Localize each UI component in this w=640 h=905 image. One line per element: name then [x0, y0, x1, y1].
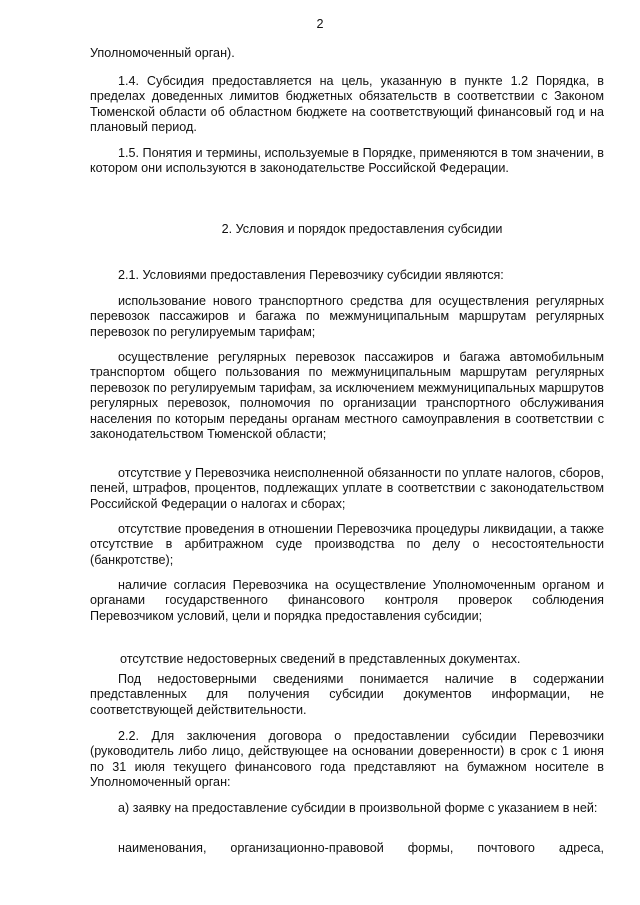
continuation-line: Уполномоченный орган).: [90, 46, 235, 60]
paragraph-1-5: 1.5. Понятия и термины, используемые в Порядке, применяются в том значении, в котором они используются в законодательстве Российской Федерации.: [90, 146, 604, 176]
condition-consent-to-audit: наличие согласия Перевозчика на осуществление Уполномоченным органом и органами государственного финансового контроля проверок соблюдения Перевозчиком условий, цели и порядка предоставления субсидии;: [90, 578, 604, 623]
condition-no-liquidation: отсутствие проведения в отношении Перевозчика процедуры ликвидации, а также отсутствие в арбитражном суде производства по делу о несостоятельности (банкротстве);: [90, 522, 604, 567]
section-2-heading: 2. Условия и порядок предоставления субсидии: [221, 222, 503, 236]
condition-no-tax-debt: отсутствие у Перевозчика неисполненной обязанности по уплате налогов, сборов, пеней, штрафов, процентов, подлежащих уплате в соответствии с законодательством Российской Федерации о налогах и сборах;: [90, 466, 604, 511]
condition-no-false-info: отсутствие недостоверных сведений в представленных документах.: [120, 652, 521, 666]
false-info-definition: Под недостоверными сведениями понимается наличие в содержании представленных для получения субсидии документов информации, не соответствующей действительности.: [90, 672, 604, 717]
condition-new-vehicle: использование нового транспортного средства для осуществления регулярных перевозок пассажиров и багажа по межмуниципальным маршрутам регулярных перевозок по регулируемым тарифам;: [90, 294, 604, 339]
paragraph-2-2: 2.2. Для заключения договора о предоставлении субсидии Перевозчики (руководитель либо лицо, действующее на основании доверенности) в срок с 1 июня по 31 июля текущего финансового года представляют на бумажном носителе в Уполномоченный орган:: [90, 729, 604, 790]
paragraph-1-4: 1.4. Субсидия предоставляется на цель, указанную в пункте 1.2 Порядка, в пределах доведенных лимитов бюджетных обязательств в соответствии с Законом Тюменской области об областном бюджете на соответствующий финансовый год и на плановый период.: [90, 74, 604, 135]
condition-regular-transport: осуществление регулярных перевозок пассажиров и багажа автомобильным транспортом общего пользования по межмуниципальным маршрутам регулярных перевозок по регулируемым тарифам, за исключением межмуниципальных маршрутов регулярных перевозок, полномочия по организации транспортного обслуживания населения по которым переданы органам местного самоуправления в соответствии с законодательством Тюменской области;: [90, 350, 604, 442]
paragraph-2-1: 2.1. Условиями предоставления Перевозчику субсидии являются:: [118, 268, 504, 282]
page-number: 2: [316, 17, 324, 31]
item-a-details: наименования, организационно-правовой формы, почтового адреса,: [118, 841, 604, 855]
item-a-application: а) заявку на предоставление субсидии в произвольной форме с указанием в ней:: [118, 801, 598, 815]
